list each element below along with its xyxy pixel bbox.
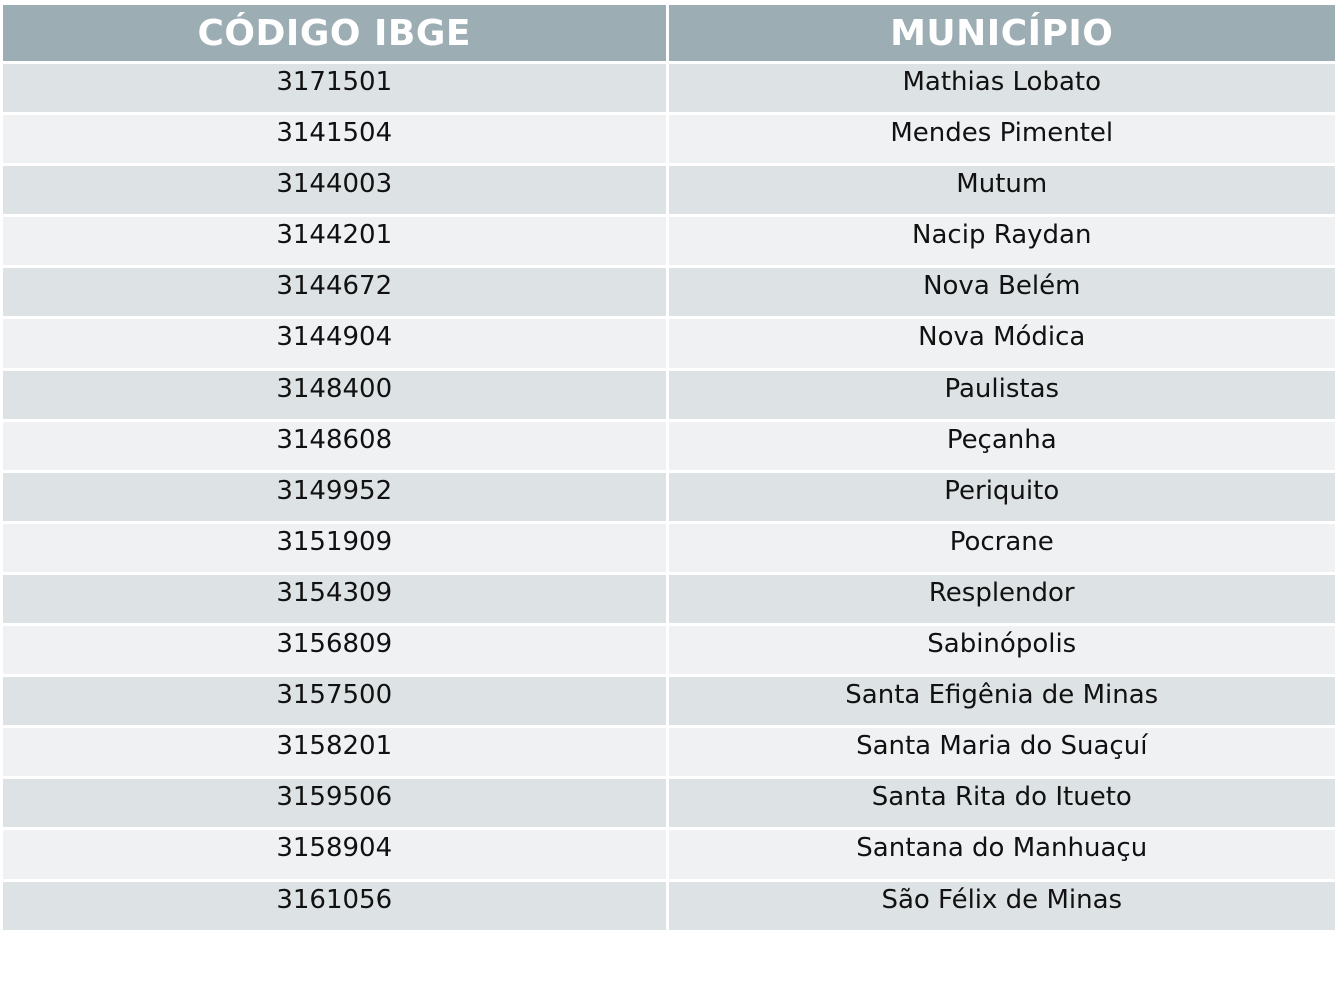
- municipality-cell: Nacip Raydan: [667, 216, 1335, 267]
- ibge-code-cell: 3158201: [3, 727, 667, 778]
- table-row: [3, 522, 1335, 573]
- ibge-code-cell: 3158904: [3, 829, 667, 880]
- ibge-code-cell: 3148400: [3, 369, 667, 420]
- municipality-cell: Santana do Manhuaçu: [667, 829, 1335, 880]
- ibge-code-cell: 3144201: [3, 216, 667, 267]
- ibge-code-cell: 3144003: [3, 165, 667, 216]
- ibge-code-cell: 3151909: [3, 522, 667, 573]
- table-row: [3, 471, 1335, 522]
- table-row: [3, 778, 1335, 829]
- table-row: [3, 114, 1335, 165]
- municipality-cell: Santa Maria do Suaçuí: [667, 727, 1335, 778]
- municipality-table-container: [3, 5, 1335, 933]
- table-row: [3, 63, 1335, 114]
- table-row: [3, 829, 1335, 880]
- header-municipality: MUNICÍPIO: [667, 5, 1335, 63]
- municipality-table: [3, 5, 1335, 933]
- municipality-cell: Santa Rita do Itueto: [667, 778, 1335, 829]
- municipality-cell: Nova Belém: [667, 267, 1335, 318]
- ibge-code-cell: 3141504: [3, 114, 667, 165]
- table-row: [3, 573, 1335, 624]
- municipality-cell: Resplendor: [667, 573, 1335, 624]
- municipality-cell: Periquito: [667, 471, 1335, 522]
- table-row: [3, 727, 1335, 778]
- ibge-code-cell: 3144904: [3, 318, 667, 369]
- table-row: [3, 676, 1335, 727]
- municipality-cell: Nova Módica: [667, 318, 1335, 369]
- ibge-code-cell: 3148608: [3, 420, 667, 471]
- municipality-cell: São Félix de Minas: [667, 880, 1335, 931]
- table-row: [3, 369, 1335, 420]
- table-row: [3, 625, 1335, 676]
- table-row: [3, 420, 1335, 471]
- table-body: [3, 63, 1335, 932]
- table-row: [3, 267, 1335, 318]
- header-ibge-code: CÓDIGO IBGE: [3, 5, 667, 63]
- table-row: [3, 880, 1335, 931]
- municipality-cell: Mendes Pimentel: [667, 114, 1335, 165]
- ibge-code-cell: 3154309: [3, 573, 667, 624]
- municipality-cell: Mutum: [667, 165, 1335, 216]
- municipality-cell: Peçanha: [667, 420, 1335, 471]
- ibge-code-cell: 3149952: [3, 471, 667, 522]
- table-header-row: [3, 5, 1335, 63]
- municipality-cell: Sabinópolis: [667, 625, 1335, 676]
- table-row: [3, 318, 1335, 369]
- municipality-cell: Mathias Lobato: [667, 63, 1335, 114]
- ibge-code-cell: 3144672: [3, 267, 667, 318]
- ibge-code-cell: 3171501: [3, 63, 667, 114]
- ibge-code-cell: 3156809: [3, 625, 667, 676]
- municipality-cell: Pocrane: [667, 522, 1335, 573]
- ibge-code-cell: 3159506: [3, 778, 667, 829]
- ibge-code-cell: 3161056: [3, 880, 667, 931]
- ibge-code-cell: 3157500: [3, 676, 667, 727]
- table-row: [3, 165, 1335, 216]
- municipality-cell: Santa Efigênia de Minas: [667, 676, 1335, 727]
- table-row: [3, 216, 1335, 267]
- municipality-cell: Paulistas: [667, 369, 1335, 420]
